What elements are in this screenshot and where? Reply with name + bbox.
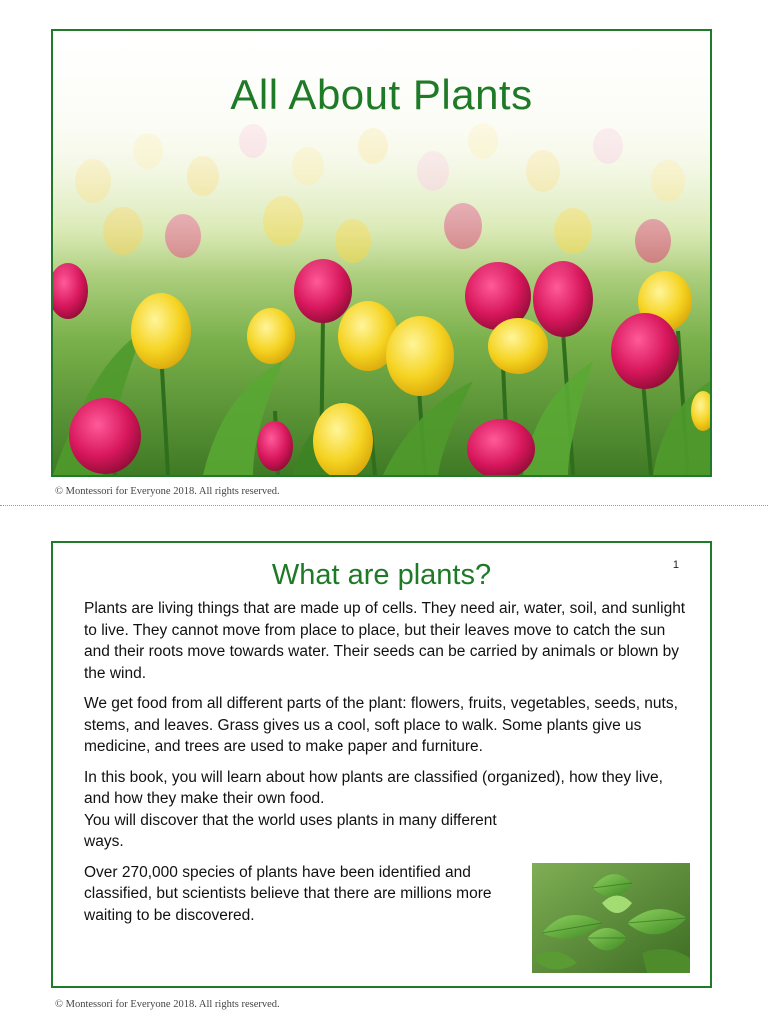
- paragraph: Over 270,000 species of plants have been identified and classified, but scientists believe that there are millions more waiting to be discovered.: [84, 863, 492, 924]
- mint-leaves-photo: [532, 863, 690, 973]
- cover-card: [51, 29, 712, 477]
- paragraph: We get food from all different parts of the plant: flowers, fruits, vegetables, seeds, nuts, stems, and leaves. Grass gives us a cool, soft place to walk. Some plants give us medicine, and trees are used to make paper and furniture.: [84, 695, 678, 755]
- paragraph: You will discover that the world uses plants in many different ways.: [84, 811, 497, 850]
- copyright-notice: © Montessori for Everyone 2018. All rights reserved.: [55, 999, 280, 1010]
- page-divider: [0, 505, 768, 506]
- page-number: 1: [672, 559, 679, 571]
- paragraph: In this book, you will learn about how plants are classified (organized), how they live, and how they make their own food.: [84, 768, 663, 807]
- cover-title: All About Plants: [230, 71, 533, 118]
- copyright-notice: © Montessori for Everyone 2018. All rights reserved.: [55, 486, 280, 497]
- paragraph: Plants are living things that are made up of cells. They need air, water, soil, and sunlight to live. They cannot move from place to place, but their leaves move to catch the sun and their roots move towards water. Their seeds can be carried by animals or blown by the wind.: [84, 600, 686, 682]
- page-card: [51, 541, 712, 988]
- page-title: What are plants?: [271, 559, 492, 591]
